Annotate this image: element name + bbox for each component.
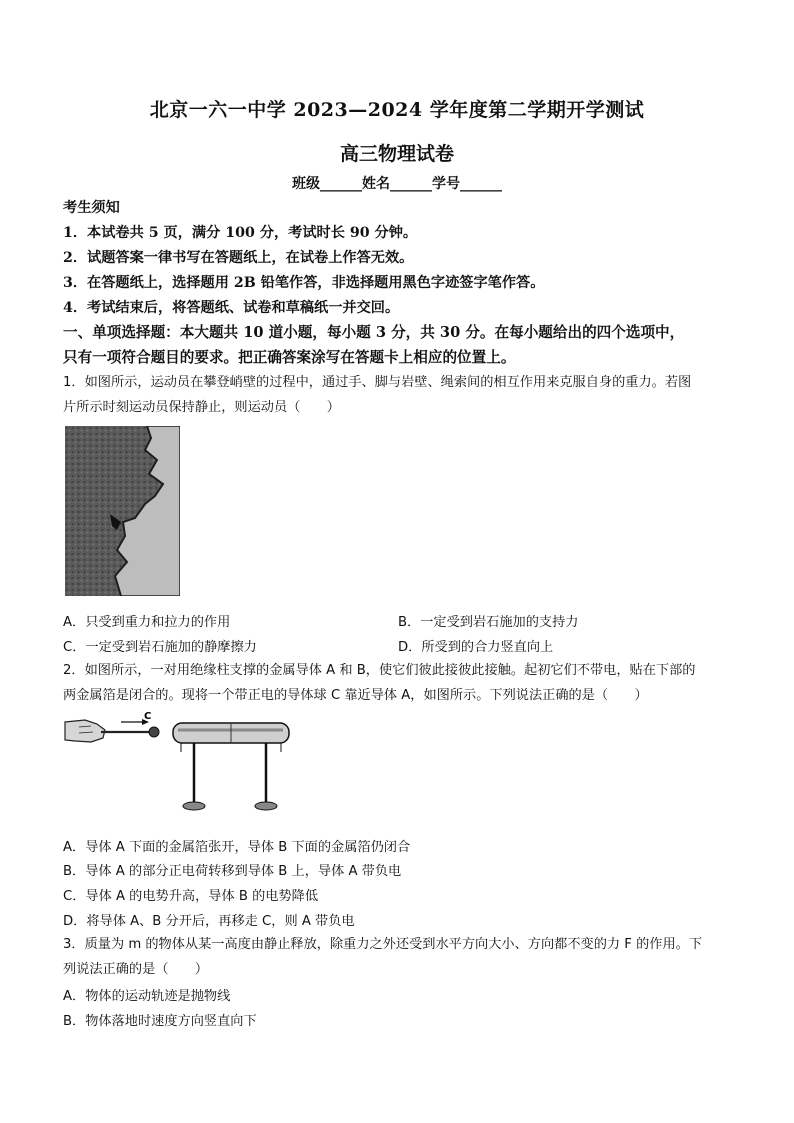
notice-item-4: 4．考试结束后，将答题纸、试卷和草稿纸一并交回。: [63, 300, 400, 316]
q2-stem-line1: 2．如图所示，一对用绝缘柱支撑的金属导体 A 和 B，使它们彼此接彼此接触。起初它们不带电，贴在下部的: [63, 663, 696, 678]
q3-stem-line1: 3．质量为 m 的物体从某一高度由静止释放，除重力之外还受到水平方向大小、方向都不变的力 F 的作用。下: [63, 937, 703, 952]
section-heading-line1: 一、单项选择题：本大题共 10 道小题，每小题 3 分，共 30 分。在每小题给出的四个选项中，: [63, 324, 685, 341]
notice-heading: 考生须知: [63, 200, 120, 216]
q2-option-a: A．导体 A 下面的金属箔张开，导体 B 下面的金属箔仍闭合: [63, 840, 411, 855]
charged-sphere-c: [149, 727, 159, 737]
q1-stem-line1: 1．如图所示，运动员在攀登峭壁的过程中，通过手、脚与岩壁、绳索间的相互作用来克服自身的重力。若图: [63, 375, 692, 390]
q2-option-b: B．导体 A 的部分正电荷转移到导体 B 上，导体 A 带负电: [63, 864, 402, 879]
section-heading-line2: 只有一项符合题目的要求。把正确答案涂写在答题卡上相应的位置上。: [63, 349, 516, 366]
q1-option-a: A．只受到重力和拉力的作用: [63, 615, 231, 630]
q1-stem-line2: 片所示时刻运动员保持静止，则运动员（ ）: [63, 400, 340, 415]
notice-item-3: 3．在答题纸上，选择题用 2B 铅笔作答，非选择题用黑色字迹签字笔作答。: [63, 275, 545, 291]
student-info-fields: 班级______姓名______学号______: [292, 176, 502, 192]
exam-title: 北京一六一中学 2023—2024 学年度第二学期开学测试: [149, 99, 645, 121]
q3-stem-line2: 列说法正确的是（ ）: [63, 962, 209, 977]
climber-photo: [65, 426, 180, 596]
conductor-figure: [63, 710, 303, 815]
notice-item-1: 1．本试卷共 5 页，满分 100 分，考试时长 90 分钟。: [63, 225, 418, 241]
q1-option-c: C．一定受到岩石施加的静摩擦力: [63, 640, 257, 655]
hand-icon: [65, 720, 105, 742]
q2-option-c: C．导体 A 的电势升高，导体 B 的电势降低: [63, 889, 319, 904]
q1-option-b: B．一定受到岩石施加的支持力: [398, 615, 579, 630]
q2-stem-line2: 两金属箔是闭合的。现将一个带正电的导体球 C 靠近导体 A，如图所示。下列说法正确的是（ ）: [63, 688, 648, 703]
sphere-label: C: [144, 711, 152, 722]
q2-option-d: D．将导体 A、B 分开后，再移走 C，则 A 带负电: [63, 914, 355, 929]
q1-option-d: D．所受到的合力竖直向上: [398, 640, 554, 655]
exam-subtitle: 高三物理试卷: [339, 143, 454, 165]
q3-option-a: A．物体的运动轨迹是抛物线: [63, 989, 231, 1004]
notice-item-2: 2．试题答案一律书写在答题纸上，在试卷上作答无效。: [63, 250, 414, 266]
q3-option-b: B．物体落地时速度方向竖直向下: [63, 1014, 257, 1029]
